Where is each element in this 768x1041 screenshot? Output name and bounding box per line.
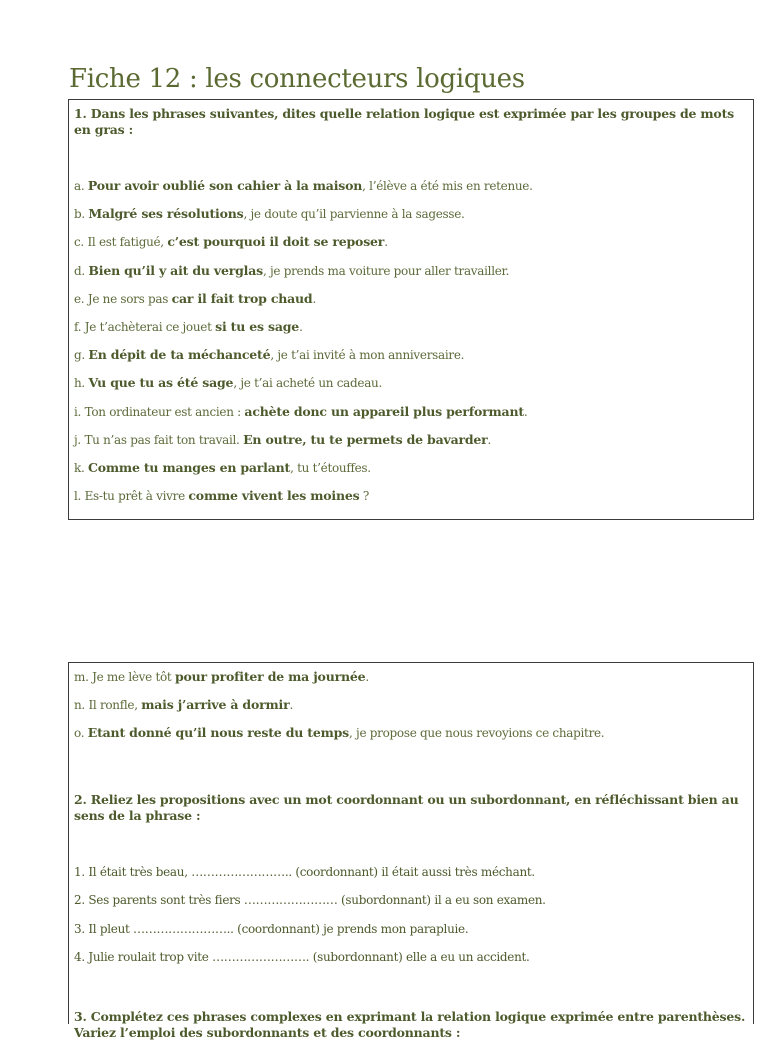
item-bold-group: mais j’arrive à dormir [141,697,290,713]
exercise-2-list [74,864,748,966]
list-item [74,432,748,448]
item-text: , je prends ma voiture pour aller travailler. [262,263,510,278]
exercise-box-2 [68,662,754,1040]
list-item [74,319,748,335]
item-bold-group: Etant donné qu’il nous reste du temps [87,725,350,741]
item-bold-group: Bien qu’il y ait du verglas [88,262,263,278]
item-text: k. [74,460,89,475]
item-bold-group: Pour avoir oublié son cahier à la maison [87,178,363,193]
item-text: f. Je t’achèterai ce jouet [74,319,216,334]
item-text: n. Il ronfle, [74,698,142,713]
item-bold-group: car il fait trop chaud [171,290,313,306]
item-text: d. [74,263,89,278]
list-item: 2. Ses parents sont très fiers …………………… (subordonnant) il a eu son examen. [74,893,546,908]
item-text: . [523,404,528,419]
item-bold-group: comme vivent les moines [188,488,360,504]
list-item [74,725,748,741]
list-item [74,669,748,685]
list-item [74,234,748,250]
item-text: j. Tu n’as pas fait ton travail. [74,432,244,447]
item-bold-group: si tu es sage [215,318,300,334]
item-text: . [365,670,369,684]
item-text: . [312,291,316,306]
item-text: c. Il est fatigué, [74,235,168,250]
exercise-1-heading: 1. Dans les phrases suivantes, dites quelle relation logique est exprimée par les groupes de mots en gras : [74,106,734,137]
exercise-box-1 [68,99,754,520]
item-text: , je doute qu’il parvienne à la sagesse. [243,207,465,222]
item-bold-group: c’est pourquoi il doit se reposer [167,234,385,250]
item-bold-group: En dépit de ta méchanceté [88,347,271,363]
item-bold-group: En outre, tu te permets de bavarder [243,431,488,447]
item-text: e. Je ne sors pas [74,291,172,306]
item-bold-group: achète donc un appareil plus performant [244,403,524,419]
list-item: 1. Il était très beau, …………………….. (coordonnant) il était aussi très méchant. [74,864,535,879]
list-item: 4. Julie roulait trop vite ……………………. (subordonnant) elle a eu un accident. [74,950,530,965]
item-text: h. [74,376,89,391]
item-text: a. [74,179,88,193]
item-text: . [299,319,303,334]
item-text: g. [74,348,89,363]
list-item [74,263,748,279]
item-text: b. [74,207,89,222]
item-bold-group: Malgré ses résolutions [88,206,244,222]
list-item [74,206,748,222]
item-text: . [289,698,293,713]
item-text: i. Ton ordinateur est ancien : [74,404,245,419]
list-item [74,697,748,713]
list-item [74,375,748,391]
exercise-2-heading: 2. Reliez les propositions avec un mot coordonnant ou un subordonnant, en réfléchissant bien au sens de la phrase : [74,791,739,823]
list-item [74,178,748,194]
item-text: l. Es-tu prêt à vivre [74,489,189,504]
item-text: , tu t’étouffes. [290,460,371,475]
list-item [74,488,748,504]
list-item [74,404,748,420]
item-bold-group: pour profiter de ma journée [174,669,366,684]
item-text: . [384,235,388,250]
item-text: , je t’ai acheté un cadeau. [233,376,382,391]
item-text: , l’élève a été mis en retenue. [362,179,533,193]
exercise-3-heading: 3. Complétez ces phrases complexes en exprimant la relation logique exprimée entre parenthèses. Variez l’emploi des subordonnants et des coordonnants : [74,1008,746,1040]
item-bold-group: Comme tu manges en parlant [88,459,291,475]
item-text: ? [359,489,370,504]
item-text: m. Je me lève tôt [74,670,175,684]
item-text: , je propose que nous revoyions ce chapitre. [349,726,605,741]
page-title: Fiche 12 : les connecteurs logiques [69,64,525,94]
list-item [74,460,748,476]
list-item: 3. Il pleut …………………….. (coordonnant) je prends mon parapluie. [74,921,469,936]
exercise-1-list [74,178,748,504]
item-text: , je t’ai invité à mon anniversaire. [270,348,465,363]
list-item [74,347,748,363]
exercise-1-list-continued [74,669,748,741]
list-item [74,291,748,307]
item-text: . [487,432,492,447]
item-text: o. [74,726,88,741]
item-bold-group: Vu que tu as été sage [88,375,234,391]
